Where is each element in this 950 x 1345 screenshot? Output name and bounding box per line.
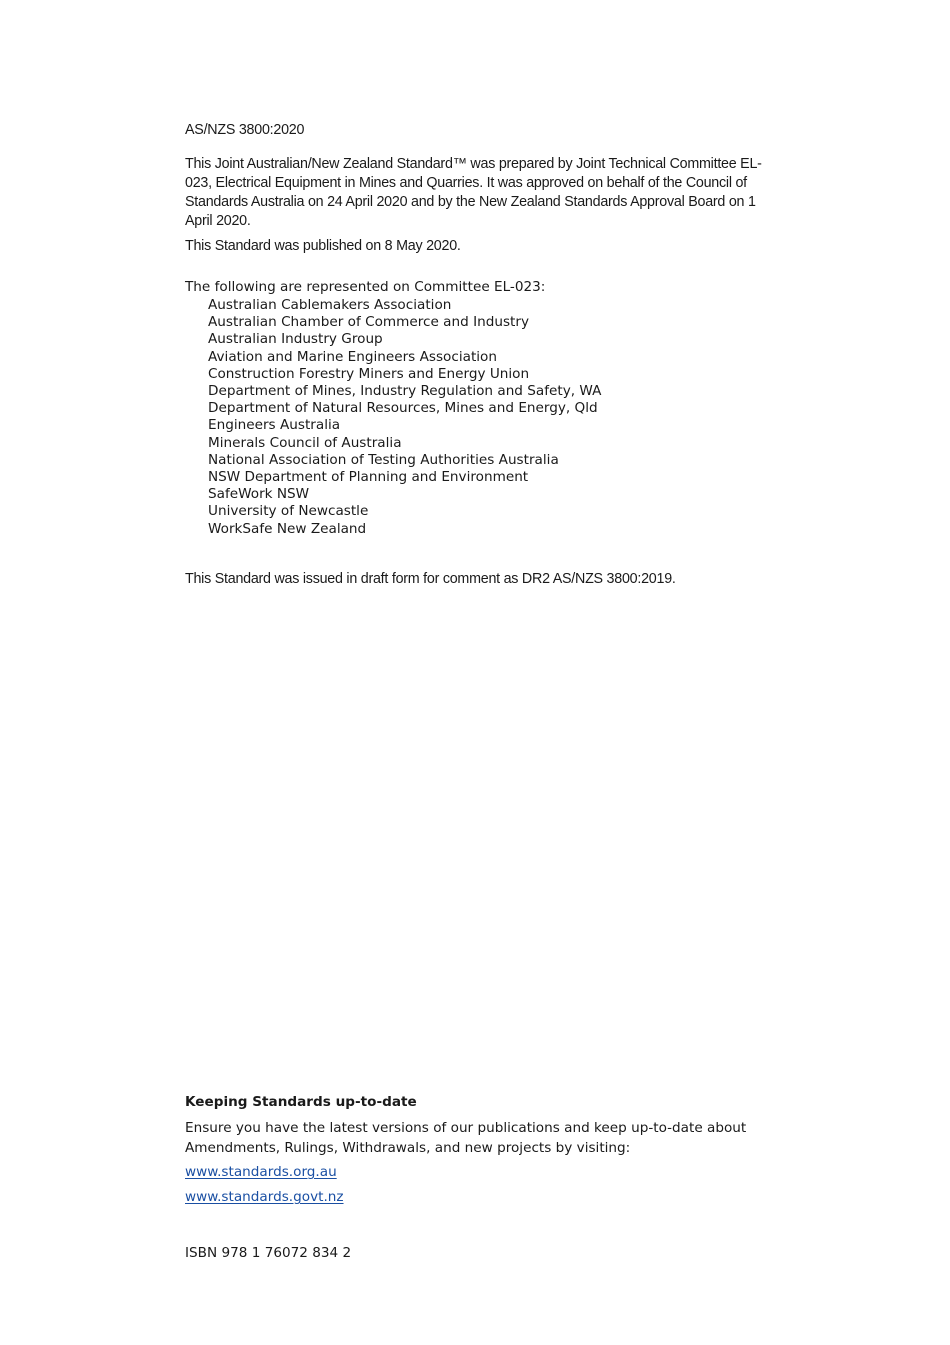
organization-item: SafeWork NSW: [208, 486, 310, 503]
organization-item: Department of Mines, Industry Regulation and Safety, WA: [208, 383, 602, 400]
organization-item: Australian Cablemakers Association: [208, 297, 452, 313]
organization-item: University of Newcastle: [208, 503, 369, 520]
organization-item: National Association of Testing Authorities Australia: [208, 451, 559, 468]
draft-note: This Standard was issued in draft form for comment as DR2 AS/NZS 3800:2019.: [185, 571, 676, 587]
organization-item: WorkSafe New Zealand: [208, 520, 367, 537]
organization-item: Australian Industry Group: [208, 331, 383, 348]
standards-new-zealand-link[interactable]: www.standards.govt.nz: [185, 1189, 344, 1205]
preparation-paragraph: This Joint Australian/New Zealand Standard™ was prepared by Joint Technical Committee EL-023, Electrical Equipment in Mines and Quarries. It was approved on behalf of the Council of Standards Australia on 24 April 2020 and by the New Zealand Standards Approval Board on 1 April 2020.: [185, 156, 762, 229]
organization-item: Minerals Council of Australia: [208, 434, 402, 451]
organization-item: Australian Chamber of Commerce and Industry: [208, 314, 529, 331]
published-statement: This Standard was published on 8 May 2020.: [185, 238, 461, 254]
isbn-number: ISBN 978 1 76072 834 2: [185, 1245, 352, 1261]
keeping-up-to-date-heading: Keeping Standards up-to-date: [185, 1094, 417, 1110]
standard-designation: AS/NZS 3800:2020: [185, 122, 305, 138]
organization-item: Engineers Australia: [208, 417, 341, 434]
organization-item: Construction Forestry Miners and Energy Union: [208, 365, 530, 382]
keeping-up-to-date-body: Ensure you have the latest versions of our publications and keep up-to-date about Amendments, Rulings, Withdrawals, and new projects by visiting:: [185, 1120, 747, 1156]
organization-item: NSW Department of Planning and Environment: [208, 469, 529, 486]
standards-australia-link[interactable]: www.standards.org.au: [185, 1164, 337, 1180]
committee-intro: The following are represented on Committee EL-023:: [185, 279, 546, 295]
organization-item: Department of Natural Resources, Mines and Energy, Qld: [208, 400, 598, 417]
committee-organization-list: [208, 297, 601, 538]
organization-item: Aviation and Marine Engineers Association: [208, 348, 497, 365]
